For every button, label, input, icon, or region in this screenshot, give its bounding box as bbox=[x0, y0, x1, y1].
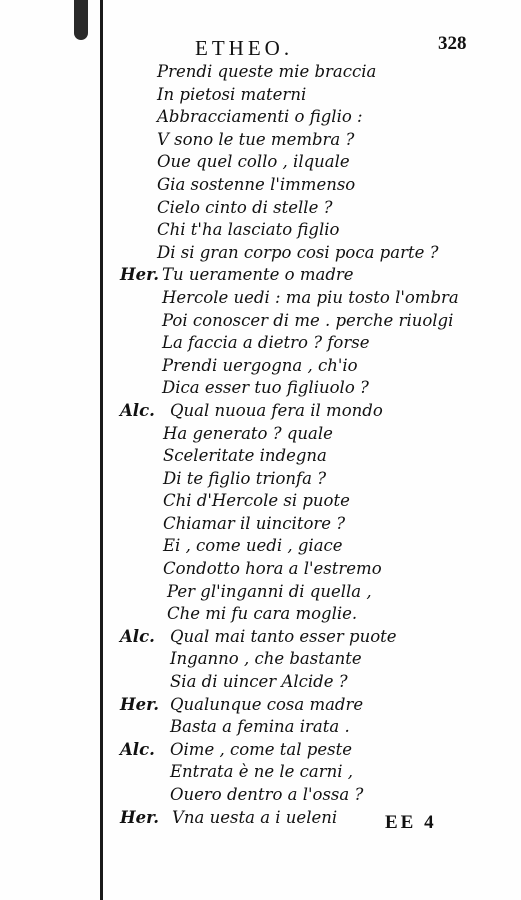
verse-line bbox=[0, 581, 521, 604]
verse-text: Gia sostenne l'immenso bbox=[157, 174, 356, 194]
verse-text: Hercole uedi : ma piu tosto l'ombra bbox=[162, 287, 459, 307]
verse-line bbox=[0, 671, 521, 694]
page-header bbox=[0, 28, 521, 62]
page-number: 328 bbox=[438, 33, 467, 54]
verse-line bbox=[0, 626, 521, 649]
verse-line bbox=[0, 310, 521, 333]
verse-text: Inganno , che bastante bbox=[170, 649, 362, 669]
verse-line bbox=[0, 377, 521, 400]
verse-line bbox=[0, 535, 521, 558]
verse-text: Prendi queste mie braccia bbox=[157, 62, 377, 81]
verse-text: Sceleritate indegna bbox=[163, 446, 327, 466]
verse-line bbox=[0, 784, 521, 807]
verse-line bbox=[0, 761, 521, 784]
verse-text: Ha generato ? quale bbox=[163, 423, 333, 443]
verse-text: Di si gran corpo cosi poca parte ? bbox=[157, 242, 439, 262]
verse-text: Sia di uincer Alcide ? bbox=[170, 672, 348, 692]
verse-line bbox=[0, 197, 521, 220]
verse-line bbox=[0, 445, 521, 468]
speaker-label: Her. bbox=[120, 694, 160, 714]
verse-text: Oime , come tal peste bbox=[170, 739, 352, 759]
verse-line bbox=[0, 287, 521, 310]
verse-text: Poi conoscer di me . perche riuolgi bbox=[162, 310, 454, 330]
verse-text: Basta a femina irata . bbox=[170, 717, 350, 737]
speaker-label: Alc. bbox=[120, 626, 155, 646]
verse-text: Abbracciamenti o figlio : bbox=[157, 107, 363, 127]
verse-line bbox=[0, 400, 521, 423]
verse-text: Condotto hora a l'estremo bbox=[163, 559, 382, 579]
verse-line bbox=[0, 423, 521, 446]
verse-line bbox=[0, 242, 521, 265]
verse-text: Chiamar il uincitore ? bbox=[163, 513, 346, 533]
verse-text: Cielo cinto di stelle ? bbox=[157, 197, 333, 217]
verse-text: Vna uesta a i ueleni bbox=[172, 807, 338, 827]
verse-line bbox=[0, 129, 521, 152]
verse-text: Tu ueramente o madre bbox=[162, 265, 354, 285]
speaker-label: Her. bbox=[120, 807, 160, 827]
verse-line bbox=[0, 332, 521, 355]
verse-text: Qual mai tanto esser puote bbox=[170, 626, 397, 646]
verse-line bbox=[0, 61, 521, 84]
verse-line bbox=[0, 468, 521, 491]
verse-lines bbox=[0, 61, 521, 829]
verse-text: Chi d'Hercole si puote bbox=[163, 491, 350, 511]
verse-text: Prendi uergogna , ch'io bbox=[162, 355, 358, 375]
speaker-label: Alc. bbox=[120, 739, 155, 759]
verse-line bbox=[0, 84, 521, 107]
verse-line bbox=[0, 716, 521, 739]
speaker-label: Alc. bbox=[120, 400, 155, 420]
verse-text: Oue quel collo , ilquale bbox=[157, 152, 350, 172]
verse-line bbox=[0, 355, 521, 378]
verse-text: La faccia a dietro ? forse bbox=[162, 333, 370, 353]
verse-line bbox=[0, 513, 521, 536]
verse-line bbox=[0, 219, 521, 242]
verse-text: Ouero dentro a l'ossa ? bbox=[170, 785, 364, 804]
verse-line bbox=[0, 174, 521, 197]
signature-catchword: EE 4 bbox=[385, 812, 437, 833]
verse-text: V sono le tue membra ? bbox=[157, 129, 355, 149]
verse-line bbox=[0, 807, 521, 830]
verse-line bbox=[0, 490, 521, 513]
verse-text: Per gl'inganni di quella , bbox=[167, 581, 372, 601]
verse-line bbox=[0, 558, 521, 581]
verse-line bbox=[0, 694, 521, 717]
verse-text: Qual nuoua fera il mondo bbox=[170, 400, 383, 420]
verse-line bbox=[0, 603, 521, 626]
verse-text: Chi t'ha lasciato figlio bbox=[157, 220, 340, 240]
verse-text: Qualunque cosa madre bbox=[170, 694, 364, 714]
verse-line bbox=[0, 151, 521, 174]
verse-text: Che mi fu cara moglie. bbox=[167, 604, 358, 624]
verse-line bbox=[0, 648, 521, 671]
verse-line bbox=[0, 739, 521, 762]
verse-line bbox=[0, 264, 521, 287]
speaker-label: Her. bbox=[120, 265, 160, 285]
verse-text: Entrata è ne le carni , bbox=[170, 762, 354, 782]
verse-text: Di te figlio trionfa ? bbox=[163, 468, 327, 488]
verse-text: Dica esser tuo figliuolo ? bbox=[162, 378, 369, 398]
running-title: ETHEO. bbox=[195, 36, 294, 60]
verse-text: In pietosi materni bbox=[157, 84, 307, 104]
verse-text: Ei , come uedi , giace bbox=[163, 536, 343, 556]
verse-line bbox=[0, 106, 521, 129]
